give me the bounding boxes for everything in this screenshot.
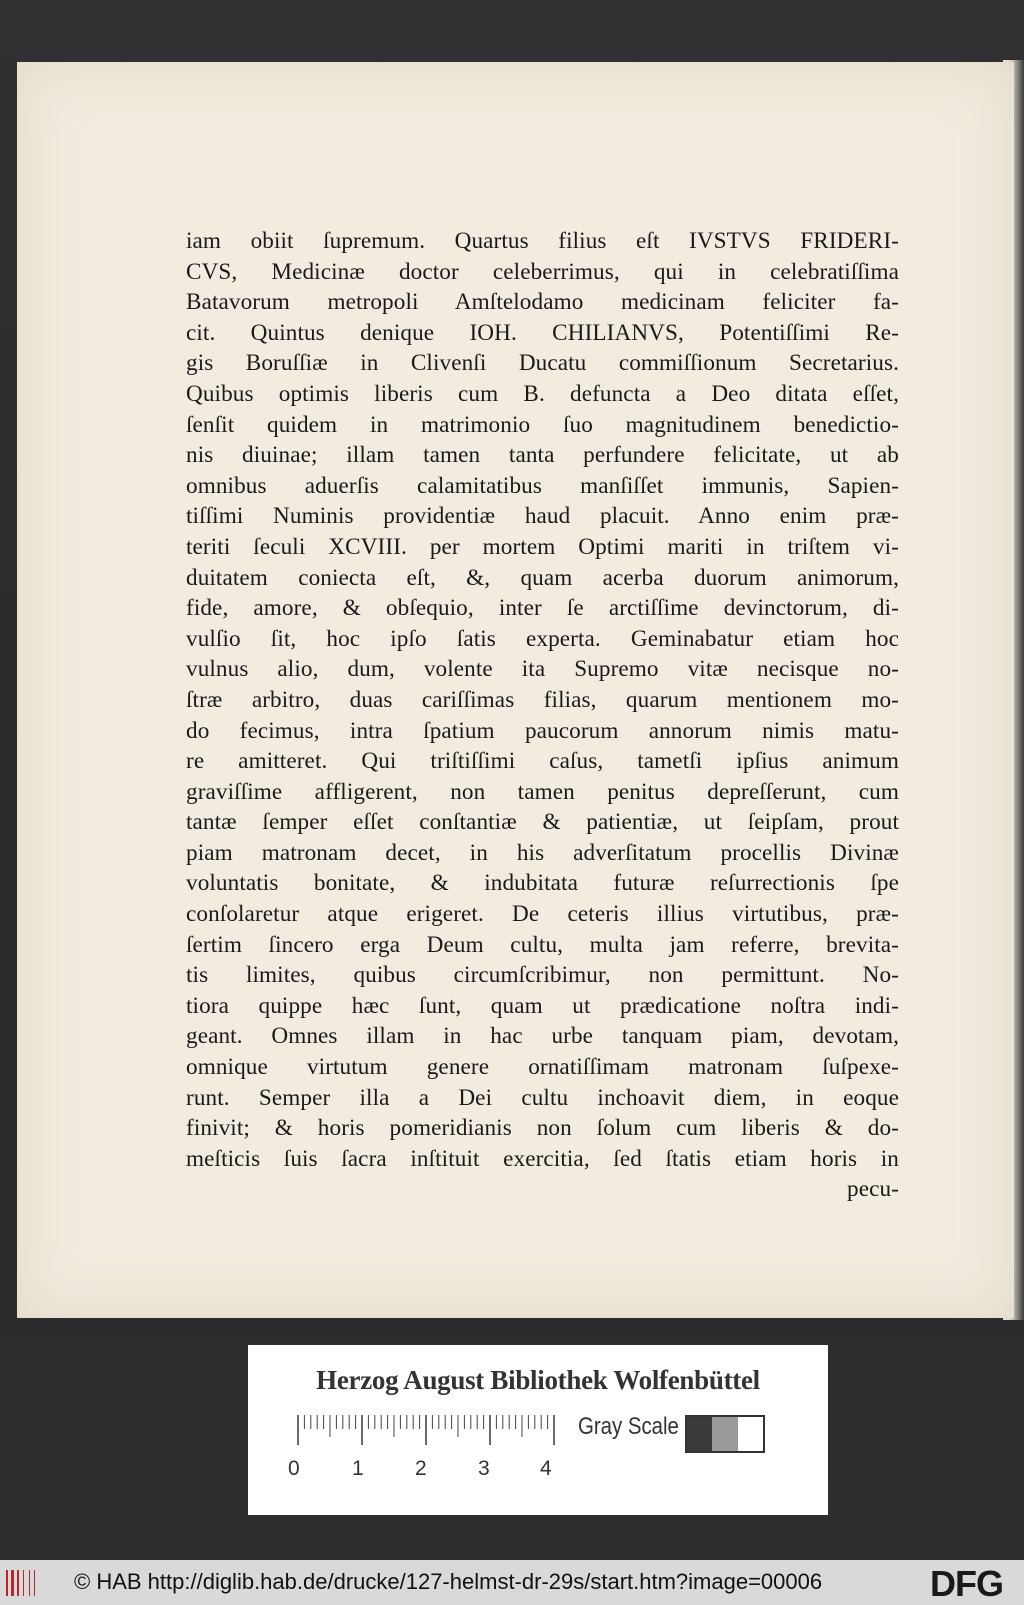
grayscale-label: Gray Scale [578, 1413, 679, 1440]
barcode-bar [23, 1570, 24, 1596]
text-line: omnique virtutum genere ornatiſſimam matronam ſuſpexe- [186, 1054, 899, 1081]
text-line: meſticis ſuis ſacra inſtituit exercitia, ſed ſtatis etiam horis in [186, 1145, 899, 1172]
ruler-number: 0 [288, 1457, 300, 1480]
barcode-bar [17, 1570, 19, 1596]
text-line: ſtræ arbitro, duas cariſſimas filias, quarum mentionem mo- [186, 686, 899, 713]
text-line: tiſſimi Numinis providentiæ haud placuit. Anno enim præ- [186, 503, 899, 530]
ruler-scale [288, 1457, 588, 1487]
text-line: do fecimus, intra ſpatium paucorum annorum nimis matu- [186, 717, 899, 744]
text-line: Quibus optimis liberis cum B. defuncta a Deo ditata eſſet, [186, 380, 899, 407]
text-line: cit. Quintus denique IOH. CHILIANVS, Potentiſſimi Re- [186, 319, 899, 346]
text-line: tis limites, quibus circumſcribimur, non permittunt. No- [186, 962, 899, 989]
text-line: Batavorum metropoli Amſtelodamo medicinam feliciter fa- [186, 289, 899, 316]
text-line: graviſſime affligerent, non tamen penitus depreſſerunt, cum [186, 778, 899, 805]
text-line: tiora quippe hæc ſunt, quam ut prædicatione noſtra indi- [186, 992, 899, 1019]
text-line: vulnus alio, dum, volente ita Supremo vitæ necisque no- [186, 656, 899, 683]
credit-link[interactable]: © HAB http://diglib.hab.de/drucke/127-helmst-dr-29s/start.htm?image=00006 [74, 1569, 823, 1594]
text-line: vulſio ſit, hoc ipſo ſatis experta. Geminabatur etiam hoc [186, 625, 899, 652]
footer-bar [0, 1560, 1024, 1605]
grayscale-swatch-white [738, 1417, 763, 1451]
grayscale-swatch-mid [712, 1417, 737, 1451]
text-line: tantæ ſemper eſſet conſtantiæ & patientiæ, ut ſeipſam, prout [186, 809, 899, 836]
barcode-bar [11, 1570, 14, 1596]
body-text [186, 226, 899, 1205]
catchword: pecu- [847, 1176, 899, 1203]
grayscale-bar [685, 1415, 765, 1453]
text-line: CVS, Medicinæ doctor celeberrimus, qui in celebratiſſima [186, 258, 899, 285]
institution-name: Herzog August Bibliothek Wolfenbüttel [316, 1365, 760, 1395]
ruler-number: 1 [352, 1457, 364, 1480]
ruler-number: 3 [478, 1457, 490, 1480]
barcode-icon [6, 1570, 46, 1596]
text-line: voluntatis bonitate, & indubitata futuræ reſurrectionis ſpe [186, 870, 899, 897]
text-line: gis Boruſſiæ in Clivenſi Ducatu commiſſionum Secretarius. [186, 350, 899, 377]
text-line: ſertim ſincero erga Deum cultu, multa jam referre, brevita- [186, 931, 899, 958]
text-line: iam obiit ſupremum. Quartus filius eſt IVSTVS FRIDERI- [186, 228, 899, 254]
ruler-number: 2 [415, 1457, 427, 1480]
text-line: conſolaretur atque erigeret. De ceteris illius virtutibus, præ- [186, 901, 899, 928]
text-line: nis diuinae; illam tamen tanta perfundere felicitate, ut ab [186, 442, 899, 469]
ruler-icon [296, 1413, 561, 1453]
barcode-bar [6, 1570, 8, 1596]
text-line: finivit; & horis pomeridianis non ſolum cum liberis & do- [186, 1115, 899, 1142]
text-line: teriti ſeculi XCVIII. per mortem Optimi mariti in triſtem vi- [186, 533, 899, 560]
text-line: fide, amore, & obſequio, inter ſe arctiſſime devinctorum, di- [186, 595, 899, 622]
text-line: geant. Omnes illam in hac urbe tanquam piam, devotam, [186, 1023, 899, 1050]
text-line: ſenſit quidem in matrimonio ſuo magnitudinem benedictio- [186, 411, 899, 438]
ruler-number: 4 [540, 1457, 552, 1480]
text-line: re amitteret. Qui triſtiſſimi caſus, tametſi ipſius animum [186, 748, 899, 775]
text-line: piam matronam decet, in his adverſitatum procellis Divinæ [186, 839, 899, 866]
text-line: runt. Semper illa a Dei cultu inchoavit diem, in eoque [186, 1084, 899, 1111]
dfg-logo: DFG [930, 1563, 1003, 1604]
barcode-bar [34, 1570, 35, 1596]
color-target-card [248, 1345, 828, 1515]
barcode-bar [29, 1570, 30, 1596]
grayscale-swatch-dark [687, 1417, 712, 1451]
text-line: duitatem coniecta eſt, &, quam acerba duorum animorum, [186, 564, 899, 591]
text-line: omnibus aduerſis calamitatibus manſiſſet immunis, Sapien- [186, 472, 899, 499]
